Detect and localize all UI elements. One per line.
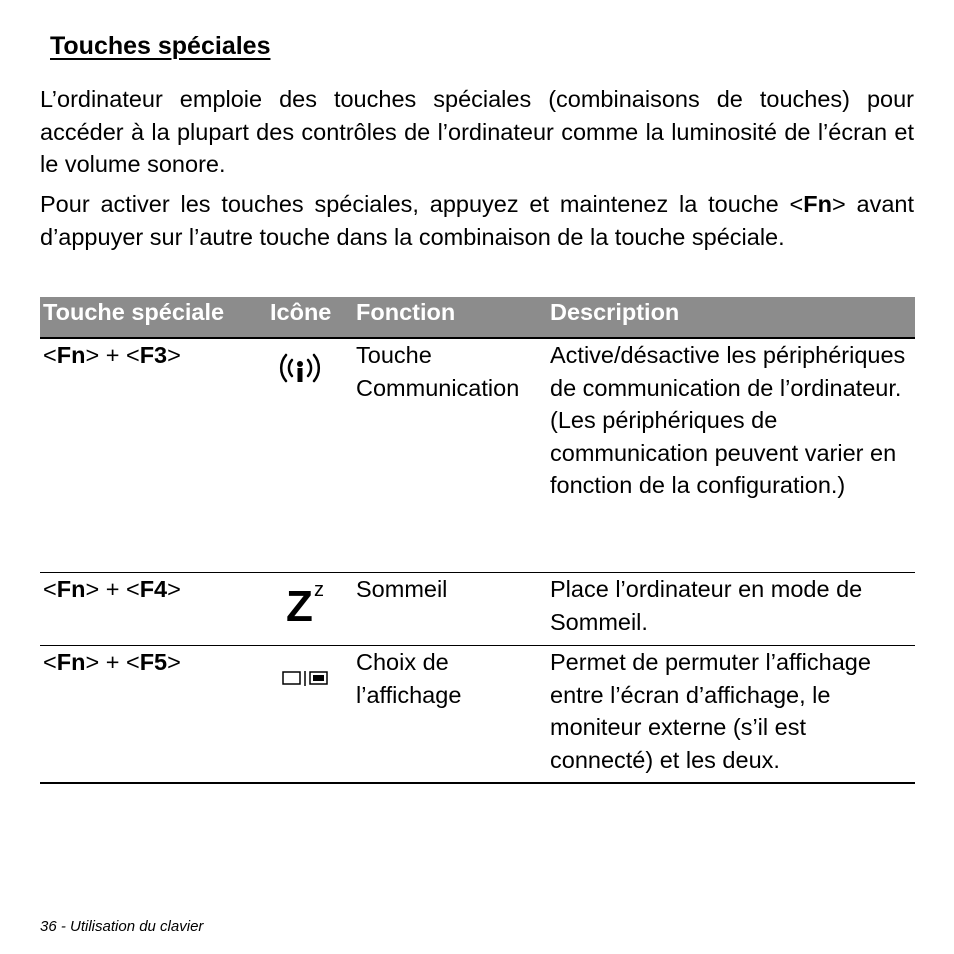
function-text: Touche Communication: [356, 342, 520, 401]
description-text: Place l’ordinateur en mode de Sommeil.: [550, 576, 863, 635]
intro-paragraph-1: L’ordinateur emploie des touches spéciales (combinaisons de touches) pour accéder à la plupart des contrôles de l’ordinateur comme la luminosité de l’écran et le volume sonore.: [40, 86, 914, 177]
key-plus: > + <: [85, 342, 140, 368]
function-text: Choix de l’affichage: [356, 649, 462, 708]
function-text: Sommeil: [356, 576, 448, 602]
header-key: Touche spéciale: [43, 299, 225, 325]
display-toggle-icon: [282, 670, 330, 693]
table-row: [40, 339, 915, 572]
key-fn: F4: [139, 576, 168, 602]
key-fn: F3: [139, 342, 168, 368]
key-plus: > + <: [85, 649, 140, 675]
table-bottom-border: [40, 782, 915, 784]
key-mod: Fn: [56, 576, 86, 602]
key-plus: > + <: [85, 576, 140, 602]
fn-key-label: Fn: [803, 191, 832, 217]
header-icon: Icône: [270, 299, 332, 325]
table-row: [40, 573, 915, 645]
sleep-icon-big-z: Z: [286, 582, 313, 631]
key-mod: Fn: [56, 342, 86, 368]
wireless-communication-icon: [276, 351, 324, 390]
section-title: Touches spéciales: [50, 32, 271, 60]
key-combo: <Fn> + <F5>: [43, 649, 181, 675]
key-combo: <Fn> + <F4>: [43, 576, 181, 602]
sleep-icon: [286, 579, 336, 631]
intro-text-after: > avant d’appuyer sur l’autre touche dans la combinaison de la touche spéciale.: [40, 191, 914, 250]
intro-paragraph-2: [40, 188, 914, 253]
key-mod: Fn: [56, 649, 86, 675]
header-function: Fonction: [356, 299, 456, 325]
sleep-icon-small-z: z: [314, 579, 324, 601]
key-combo: <Fn> + <F3>: [43, 342, 181, 368]
table-row: [40, 646, 915, 782]
description-text: Active/désactive les périphériques de communication de l’ordinateur. (Les périphériques de communication peuvent varier en fonction de la configuration.): [550, 342, 906, 498]
table-header: [40, 297, 915, 339]
header-description: Description: [550, 299, 680, 325]
key-fn: F5: [139, 649, 168, 675]
description-text: Permet de permuter l’affichage entre l’écran d’affichage, le moniteur externe (s’il est connecté) et les deux.: [550, 649, 871, 773]
intro-text-before: Pour activer les touches spéciales, appuyez et maintenez la touche <: [40, 191, 804, 217]
page-footer: 36 - Utilisation du clavier: [40, 918, 204, 935]
